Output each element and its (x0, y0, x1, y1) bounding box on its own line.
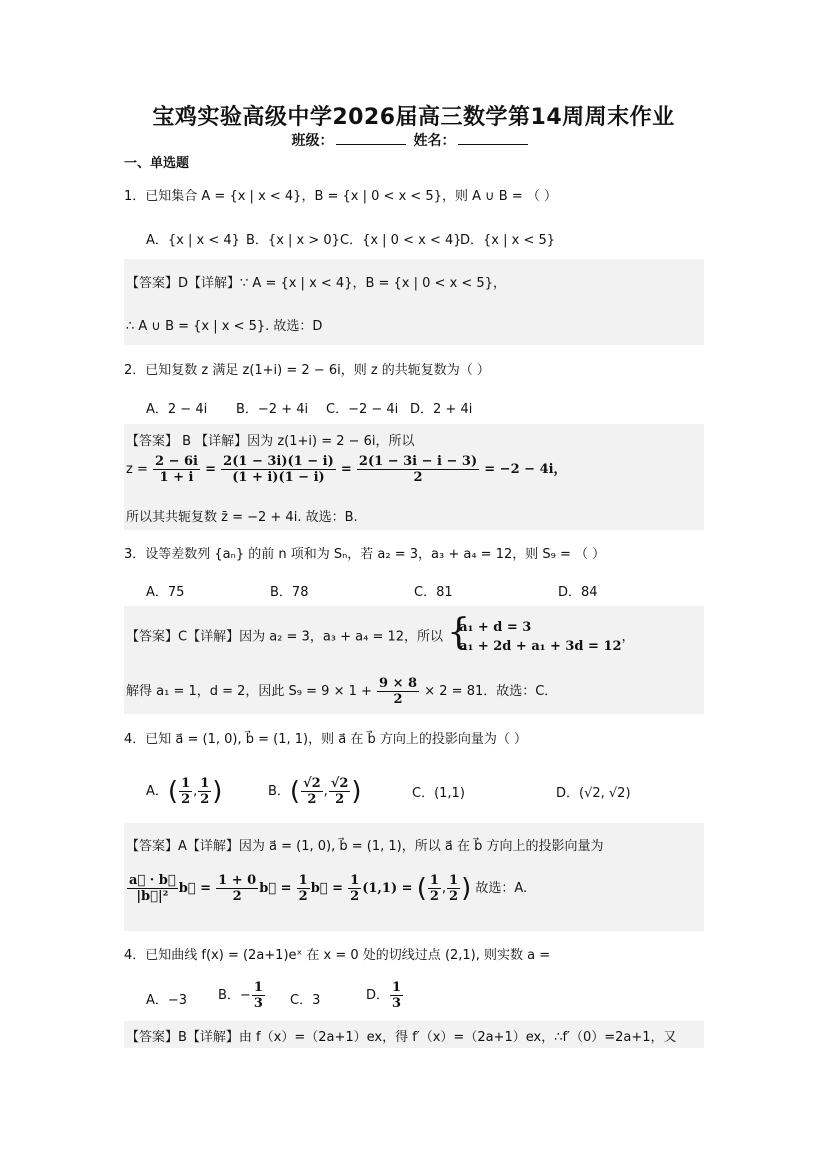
option-a: A．2 − 4i (146, 402, 208, 417)
option-b-label: B． (268, 784, 290, 799)
fraction (377, 676, 419, 707)
numerator: 2(1 − 3i − i − 3) (358, 454, 478, 469)
numerator: √2 (330, 776, 349, 791)
option-c: C．(1,1) (412, 786, 465, 801)
denominator: 2 (449, 889, 459, 904)
class-name-line (0, 130, 827, 150)
answer-2-line-2: z = $\frac{2 - 6i}{1 + i}$ = $\frac{2(1 - 3i)(1 - i)}{(1 + i)(1 - i)}$ = $\frac{2(1 - 3i - i - 3)}{2}$ = −2 − 4i， (126, 454, 567, 485)
answer-5-line-1: 【答案】B【详解】由 f（x）=（2a+1）ex，得 f′（x）=（2a+1）ex，∴f′（0）=2a+1，又 (126, 1030, 677, 1045)
fraction (252, 980, 265, 1011)
denominator: 2 (413, 470, 423, 485)
option-c: C．−2 − 4i (326, 402, 399, 417)
denominator: 2 (350, 889, 360, 904)
question-4-options (146, 770, 686, 814)
name-blank[interactable] (458, 130, 528, 145)
fraction (447, 873, 460, 904)
denominator: 3 (392, 996, 402, 1011)
page-title: 宝鸡实验高级中学2026届高三数学第14周周末作业 (152, 105, 675, 130)
answer-block-3 (124, 606, 704, 714)
option-d: D．{x | x < 5} (460, 233, 556, 248)
answer-2-line-1: 【答案】 B 【详解】因为 z(1+i) = 2 − 6i，所以 (126, 434, 415, 449)
question-3-stem: 3．设等差数列 {aₙ} 的前 n 项和为 Sₙ，若 a₂ = 3，a₃ + a₄ = 12，则 S₉ = （ ） (124, 547, 606, 562)
option-a: A．75 (146, 585, 185, 600)
denominator: 2 (200, 792, 210, 807)
question-4-stem: 4．已知 a⃗ = (1, 0), b⃗ = (1, 1)，则 a⃗ 在 b⃗ 方向上的投影向量为（ ） (124, 732, 527, 747)
fraction (179, 776, 192, 807)
fraction (127, 873, 178, 904)
denominator: 2 (429, 889, 439, 904)
denominator: 2 (232, 889, 242, 904)
answer-3-pre: 【答案】C【详解】因为 a₂ = 3，a₃ + a₄ = 12，所以 (126, 629, 444, 645)
answer-1-line-2: ∴ A ∪ B = {x | x < 5}. 故选：D (126, 319, 323, 334)
numerator: 1 (350, 873, 360, 888)
fraction (390, 980, 403, 1011)
fraction (329, 776, 351, 807)
answer-block-2 (124, 424, 704, 530)
denominator: 3 (253, 996, 263, 1011)
option-b: B．( $\frac{√2}{2}$ , $\frac{√2}{2}$ ) (268, 776, 362, 807)
option-a-label: A． (146, 784, 168, 799)
equation-system (449, 618, 621, 656)
answer-2-tail: = −2 − 4i， (484, 462, 567, 477)
denominator: 2 (307, 792, 317, 807)
denominator: 2 (181, 792, 191, 807)
option-c: C．{x | 0 < x < 4} (340, 233, 462, 248)
option-d: D．2 + 4i (410, 402, 473, 417)
fraction (348, 873, 361, 904)
numerator: 1 (298, 873, 308, 888)
answer-3-l2-pre: 解得 a₁ = 1，d = 2，因此 S₉ = 9 × 1 + (126, 684, 372, 699)
fraction (357, 454, 479, 485)
question-5-stem: 4．已知曲线 f(x) = (2a+1)eˣ 在 x = 0 处的切线过点 (2,1), 则实数 a = (124, 948, 551, 963)
answer-3-line-1 (126, 618, 635, 656)
numerator: 2(1 − 3i)(1 − i) (223, 454, 334, 469)
option-c: C．81 (414, 585, 453, 600)
equation-1: { a₁ + d = 3 (459, 620, 532, 635)
section-heading: 一、单选题 (124, 156, 190, 171)
denominator: 2 (335, 792, 345, 807)
option-a: A．−3 (146, 993, 188, 1008)
fraction (216, 873, 258, 904)
numerator: 1 + 0 (218, 873, 257, 888)
numerator: a⃗ · b⃗ (129, 873, 176, 888)
answer-block-5 (124, 1021, 704, 1048)
denominator: 1 + i (159, 470, 194, 485)
option-b-label: B．− (218, 988, 251, 1003)
comma: ， (621, 629, 635, 645)
numerator: √2 (303, 776, 321, 791)
numerator: 1 (429, 873, 439, 888)
fraction (221, 454, 336, 485)
fraction (301, 776, 323, 807)
option-a: A．{x | x < 4} (146, 233, 240, 248)
numerator: 1 (253, 980, 263, 995)
question-2-options (146, 398, 646, 416)
question-1-stem: 1．已知集合 A = {x | x < 4}，B = {x | 0 < x < 5}，则 A ∪ B = （ ） (124, 189, 557, 204)
fraction (428, 873, 441, 904)
answer-2-z: z = (126, 462, 148, 477)
denominator: (1 + i)(1 − i) (232, 470, 325, 485)
numerator: 1 (449, 873, 459, 888)
numerator: 1 (392, 980, 402, 995)
option-c: C．3 (290, 993, 321, 1008)
denominator: |b⃗|² (136, 889, 169, 904)
numerator: 1 (181, 776, 191, 791)
question-1-options (146, 229, 646, 247)
name-label: 姓名： (413, 133, 456, 149)
answer-3-l2-tail: × 2 = 81．故选：C． (424, 684, 558, 699)
option-b: B．78 (270, 585, 309, 600)
denominator: 2 (298, 889, 308, 904)
fraction (297, 873, 310, 904)
equation-2: a₁ + 2d + a₁ + 3d = 12 (459, 639, 622, 654)
numerator: 2 − 6i (155, 454, 198, 469)
answer-4-tail: 故选：A. (475, 881, 528, 896)
answer-3-line-2 (126, 676, 557, 707)
question-5-options (146, 980, 446, 1016)
fraction (153, 454, 200, 485)
answer-block-4 (124, 823, 704, 931)
class-label: 班级： (291, 133, 334, 149)
numerator: 9 × 8 (379, 676, 418, 691)
question-2-stem: 2．已知复数 z 满足 z(1+i) = 2 − 6i，则 z 的共轭复数为（ ） (124, 363, 490, 378)
class-blank[interactable] (336, 130, 406, 145)
option-d: D．(√2, √2) (556, 786, 631, 801)
question-3-options (146, 581, 666, 599)
option-d: D．84 (558, 585, 598, 600)
option-d-label: D． (366, 988, 390, 1003)
answer-2-line-3: 所以其共轭复数 z̄ = −2 + 4i. 故选：B. (126, 510, 358, 525)
option-b: B．{x | x > 0} (246, 233, 340, 248)
option-d (366, 980, 404, 1011)
option-a: A．( $\frac{1}{2}$ , $\frac{1}{2}$ ) (146, 776, 223, 807)
answer-block-1 (124, 259, 704, 345)
answer-1-line-1: 【答案】D【详解】∵ A = {x | x < 4}，B = {x | 0 < x < 5}， (126, 276, 506, 291)
numerator: 1 (200, 776, 210, 791)
option-b (218, 980, 266, 1011)
fraction (198, 776, 211, 807)
denominator: 2 (393, 692, 403, 707)
answer-4-line-2: $\frac{a⃗ \cdot b⃗}{\text{|b⃗|²}}$ b⃗ = $\frac{1 + 0}{2}$ b⃗ = $\frac{1}{2}$ b⃗ = $\frac{1}{2}$ (1,1) = ( $\frac{1}{2}$ , $\frac{1}{2}$ ) 故选：A. (129, 873, 528, 904)
answer-4-line-1: 【答案】A【详解】因为 a⃗ = (1, 0), b⃗ = (1, 1)，所以 a⃗ 在 b⃗ 方向上的投影向量为 (126, 839, 604, 854)
option-b: B．−2 + 4i (236, 402, 309, 417)
